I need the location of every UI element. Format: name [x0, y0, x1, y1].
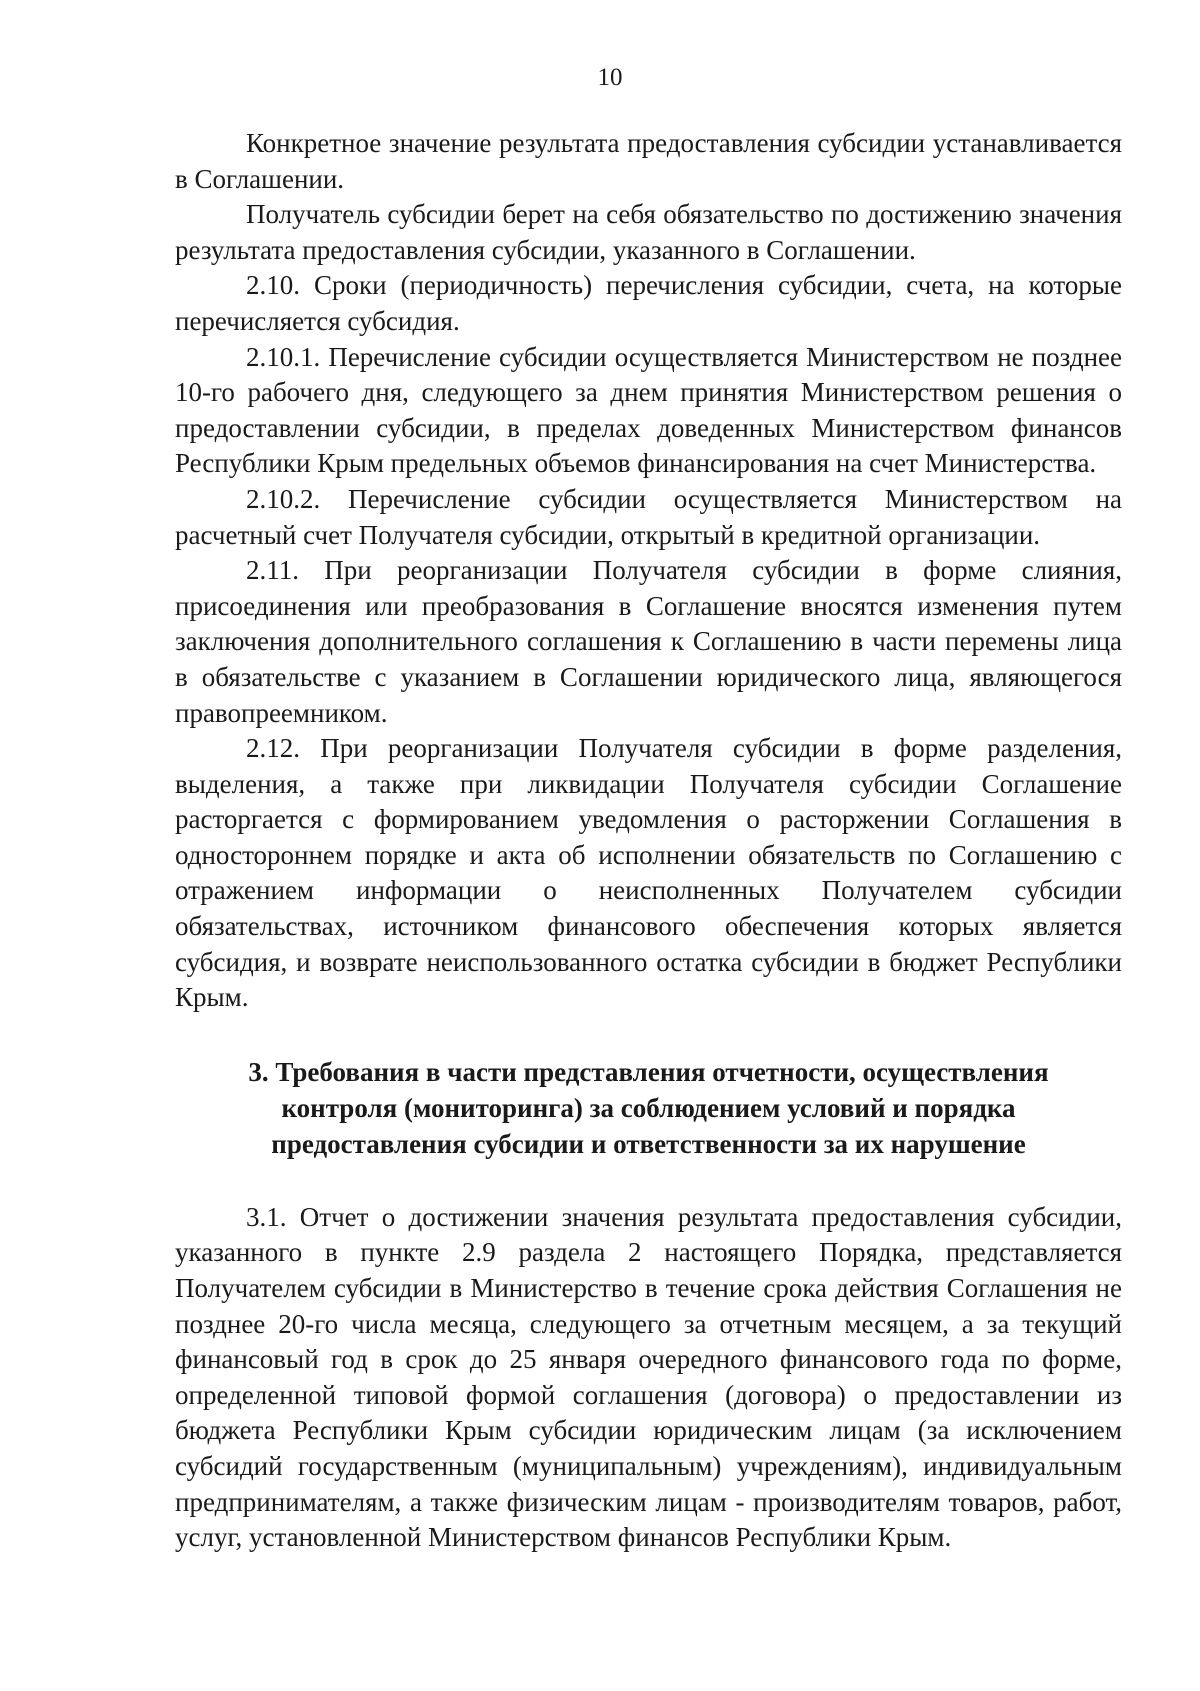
- section-heading-line-3: предоставления субсидии и ответственности за их нарушение: [271, 1128, 1026, 1159]
- document-body: [175, 126, 1122, 1556]
- paragraph-2-10-2: 2.10.2. Перечисление субсидии осуществляется Министерством на расчетный счет Получателя субсидии, открытый в кредитной организации.: [175, 483, 1122, 550]
- paragraph-recipient-obligation: Получатель субсидии берет на себя обязательство по достижению значения результата предоставления субсидии, указанного в Соглашении.: [175, 199, 1122, 265]
- section-heading-line-2: контроля (мониторинга) за соблюдением условий и порядка: [281, 1092, 1016, 1123]
- page-number: 10: [597, 64, 623, 91]
- paragraph-3-1: 3.1. Отчет о достижении значения результата предоставления субсидии, указанного в пункте 2.9 раздела 2 настоящего Порядка, представляется Получателем субсидии в Министерство в течение срока действия Соглашения не позднее 20-го числа месяца, следующего за отчетным месяцем, а за текущий финансовый год в срок до 25 января очередного финансового года по форме, определенной типовой формой соглашения (договора) о предоставлении из бюджета Республики Крым субсидии юридическим лицам (за исключением субсидий государственным (муниципальным) учреждениям), индивидуальным предпринимателям, а также физическим лицам - производителям товаров, работ, услуг, установленной Министерством финансов Республики Крым.: [175, 1201, 1122, 1553]
- section-3-heading: [175, 1054, 1122, 1162]
- paragraph-2-10: 2.10. Сроки (периодичность) перечисления субсидии, счета, на которые перечисляется субсидия.: [175, 270, 1122, 336]
- paragraph-2-12: 2.12. При реорганизации Получателя субсидии в форме разделения, выделения, а также при ликвидации Получателя субсидии Соглашение расторгается с формированием уведомления о расторжении Соглашения в одностороннем порядке и акта об исполнении обязательств по Соглашению с отражением информации о неисполненных Получателем субсидии обязательствах, источником финансового обеспечения которых является субсидия, и возврате неиспользованного остатка субсидии в бюджет Республики Крым.: [175, 733, 1122, 1013]
- paragraph-result-value: Конкретное значение результата предоставления субсидии устанавливается в Соглашении.: [175, 128, 1122, 194]
- section-heading-line-1: 3. Требования в части представления отчетности, осуществления: [248, 1056, 1049, 1087]
- paragraph-2-11: 2.11. При реорганизации Получателя субсидии в форме слияния, присоединения или преобразования в Соглашение вносятся изменения путем заключения дополнительного соглашения к Соглашению в части перемены лица в обязательстве с указанием в Соглашении юридического лица, являющегося правопреемником.: [175, 555, 1122, 728]
- paragraph-2-10-1: 2.10.1. Перечисление субсидии осуществляется Министерством не позднее 10-го рабочего дня, следующего за днем принятия Министерством решения о предоставлении субсидии, в пределах доведенных Министерством финансов Республики Крым предельных объемов финансирования на счет Министерства.: [175, 341, 1122, 479]
